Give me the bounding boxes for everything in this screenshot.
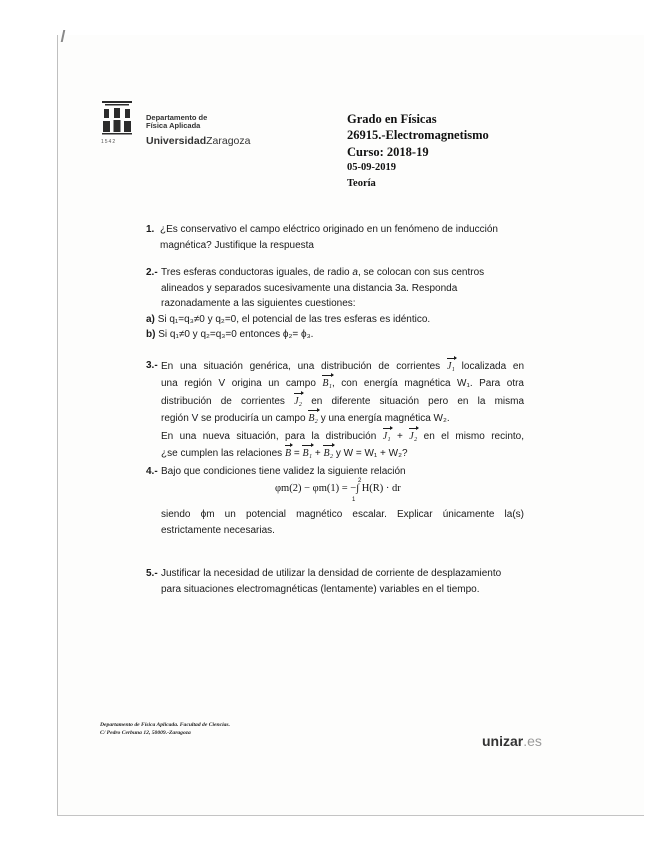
text-fragment: en el mismo recinto, — [423, 430, 525, 442]
text-fragment: En una nueva situación, para la distribución — [161, 430, 377, 442]
question-text-line: ¿Es conservativo el campo eléctrico originado en un fenómeno de inducción — [160, 224, 498, 235]
vector-b1: B₁ — [302, 445, 312, 462]
text-fragment: , con energía magnética W₁. Para otra — [332, 378, 524, 390]
brand-suffix: .es — [523, 733, 542, 749]
degree: Grado en Físicas — [347, 112, 437, 126]
unizar-brand — [482, 733, 542, 749]
question-text-line: estrictamente necesarias. — [161, 524, 275, 536]
vector-j1: J₁ — [447, 358, 455, 375]
question-text-line — [161, 375, 524, 392]
integral-upper-limit: 2 — [358, 478, 362, 484]
text-fragment: una región V origina un campo — [161, 378, 316, 390]
vector-b1: B₁ — [322, 375, 332, 392]
footer-address — [100, 721, 230, 737]
question-1 — [146, 222, 536, 253]
text-fragment: , se colocan con sus centros — [357, 267, 485, 278]
question-text-line — [161, 410, 524, 427]
question-number: 4.- — [146, 466, 158, 477]
radius-symbol: a — [352, 267, 358, 278]
brand-name: unizar — [482, 733, 524, 749]
magnetic-potential-formula — [275, 483, 401, 494]
question-text-line: Bajo que condiciones tiene validez la siguiente relación — [161, 466, 406, 477]
subquestion-text: Si q₁=q₃≠0 y q₂=0, el potencial de las tres esferas es idéntico. — [157, 313, 431, 325]
university-name-bold: Universidad — [146, 135, 207, 147]
department-line-1: Departamento de — [146, 113, 208, 122]
university-name-rest: Zaragoza — [206, 135, 251, 147]
text-fragment: localizada en — [461, 361, 525, 372]
question-3 — [146, 358, 524, 462]
question-number: 5.- — [146, 568, 158, 579]
vector-b2: B₂ — [323, 445, 333, 462]
question-text-line: razonadamente a las siguientes cuestiones: — [161, 298, 356, 310]
question-text-line: Justificar la necesidad de utilizar la densidad de corriente de desplazamiento — [161, 568, 502, 579]
subquestion-label: a) — [146, 313, 155, 325]
equals-operator: = — [293, 448, 300, 460]
formula-text: φm(2) − φm(1) = −∫ H(R) · dr — [275, 483, 401, 494]
footer-line-2: C/ Pedro Cerbuna 12, 50009.-Zaragoza — [100, 730, 191, 736]
exam-date: 05-09-2019 — [347, 161, 396, 173]
vector-b2: B₂ — [308, 410, 318, 427]
subquestion-text: Si q₁≠0 y q₂=q₃=0 entonces ϕ₂= ϕ₃. — [158, 329, 314, 341]
question-4-continued — [161, 507, 524, 538]
question-text-line: siendo ϕm un potencial magnético escalar. Explicar únicamente la(s) — [161, 509, 524, 520]
question-2 — [146, 265, 516, 343]
subquestion-b — [146, 327, 516, 343]
plus-operator: + — [314, 448, 321, 460]
academic-year: Curso: 2018-19 — [347, 144, 429, 159]
vector-b: B — [285, 445, 291, 462]
subject: 26915.-Electromagnetismo — [347, 128, 489, 143]
text-fragment: En una situación genérica, una distribución de corrientes — [161, 361, 441, 372]
text-fragment: Tres esferas conductoras iguales, de radio — [161, 267, 350, 278]
question-text-line — [161, 358, 524, 375]
question-text-line — [161, 445, 524, 462]
university-logo-icon — [100, 100, 134, 144]
department-line-2: Física Aplicada — [146, 121, 201, 130]
text-fragment: y una energía magnética W₂. — [320, 413, 450, 425]
question-text-line: alineados y separados sucesivamente una distancia 3a. Responda — [161, 282, 458, 294]
department-name — [146, 114, 207, 130]
question-number: 1. — [146, 224, 155, 235]
text-fragment: región V se produciría un campo — [161, 413, 306, 425]
footer-line-1: Departamento de Física Aplicada. Facultad de Ciencias. — [100, 722, 230, 728]
vector-j2: J₂ — [409, 428, 417, 445]
vector-j2: J₂ — [294, 393, 302, 410]
subquestion-a — [146, 312, 516, 328]
question-5 — [146, 566, 536, 597]
exam-part: Teoría — [347, 178, 376, 190]
question-number: 2.- — [146, 267, 158, 278]
university-name — [146, 135, 250, 147]
subquestion-label: b) — [146, 329, 156, 341]
text-fragment: y W = W₁ + W₂? — [335, 448, 408, 460]
question-text-line — [146, 265, 516, 281]
integral-lower-limit: 1 — [352, 497, 356, 503]
text-fragment: ¿se cumplen las relaciones — [161, 448, 283, 460]
question-text-line — [161, 393, 524, 410]
text-fragment: en diferente situación pero en la misma — [311, 395, 525, 407]
question-text-line: magnética? Justifique la respuesta — [160, 239, 314, 251]
logo-year: 1542 — [101, 139, 117, 145]
question-text-line — [161, 428, 524, 445]
question-4 — [146, 464, 524, 480]
question-text-line: para situaciones electromagnéticas (lentamente) variables en el tiempo. — [161, 583, 480, 595]
vector-j1: J₁ — [383, 428, 391, 445]
question-number: 3.- — [146, 360, 158, 371]
text-fragment: distribución de corrientes — [161, 395, 285, 407]
course-info — [347, 111, 489, 192]
plus-operator: + — [397, 430, 403, 442]
